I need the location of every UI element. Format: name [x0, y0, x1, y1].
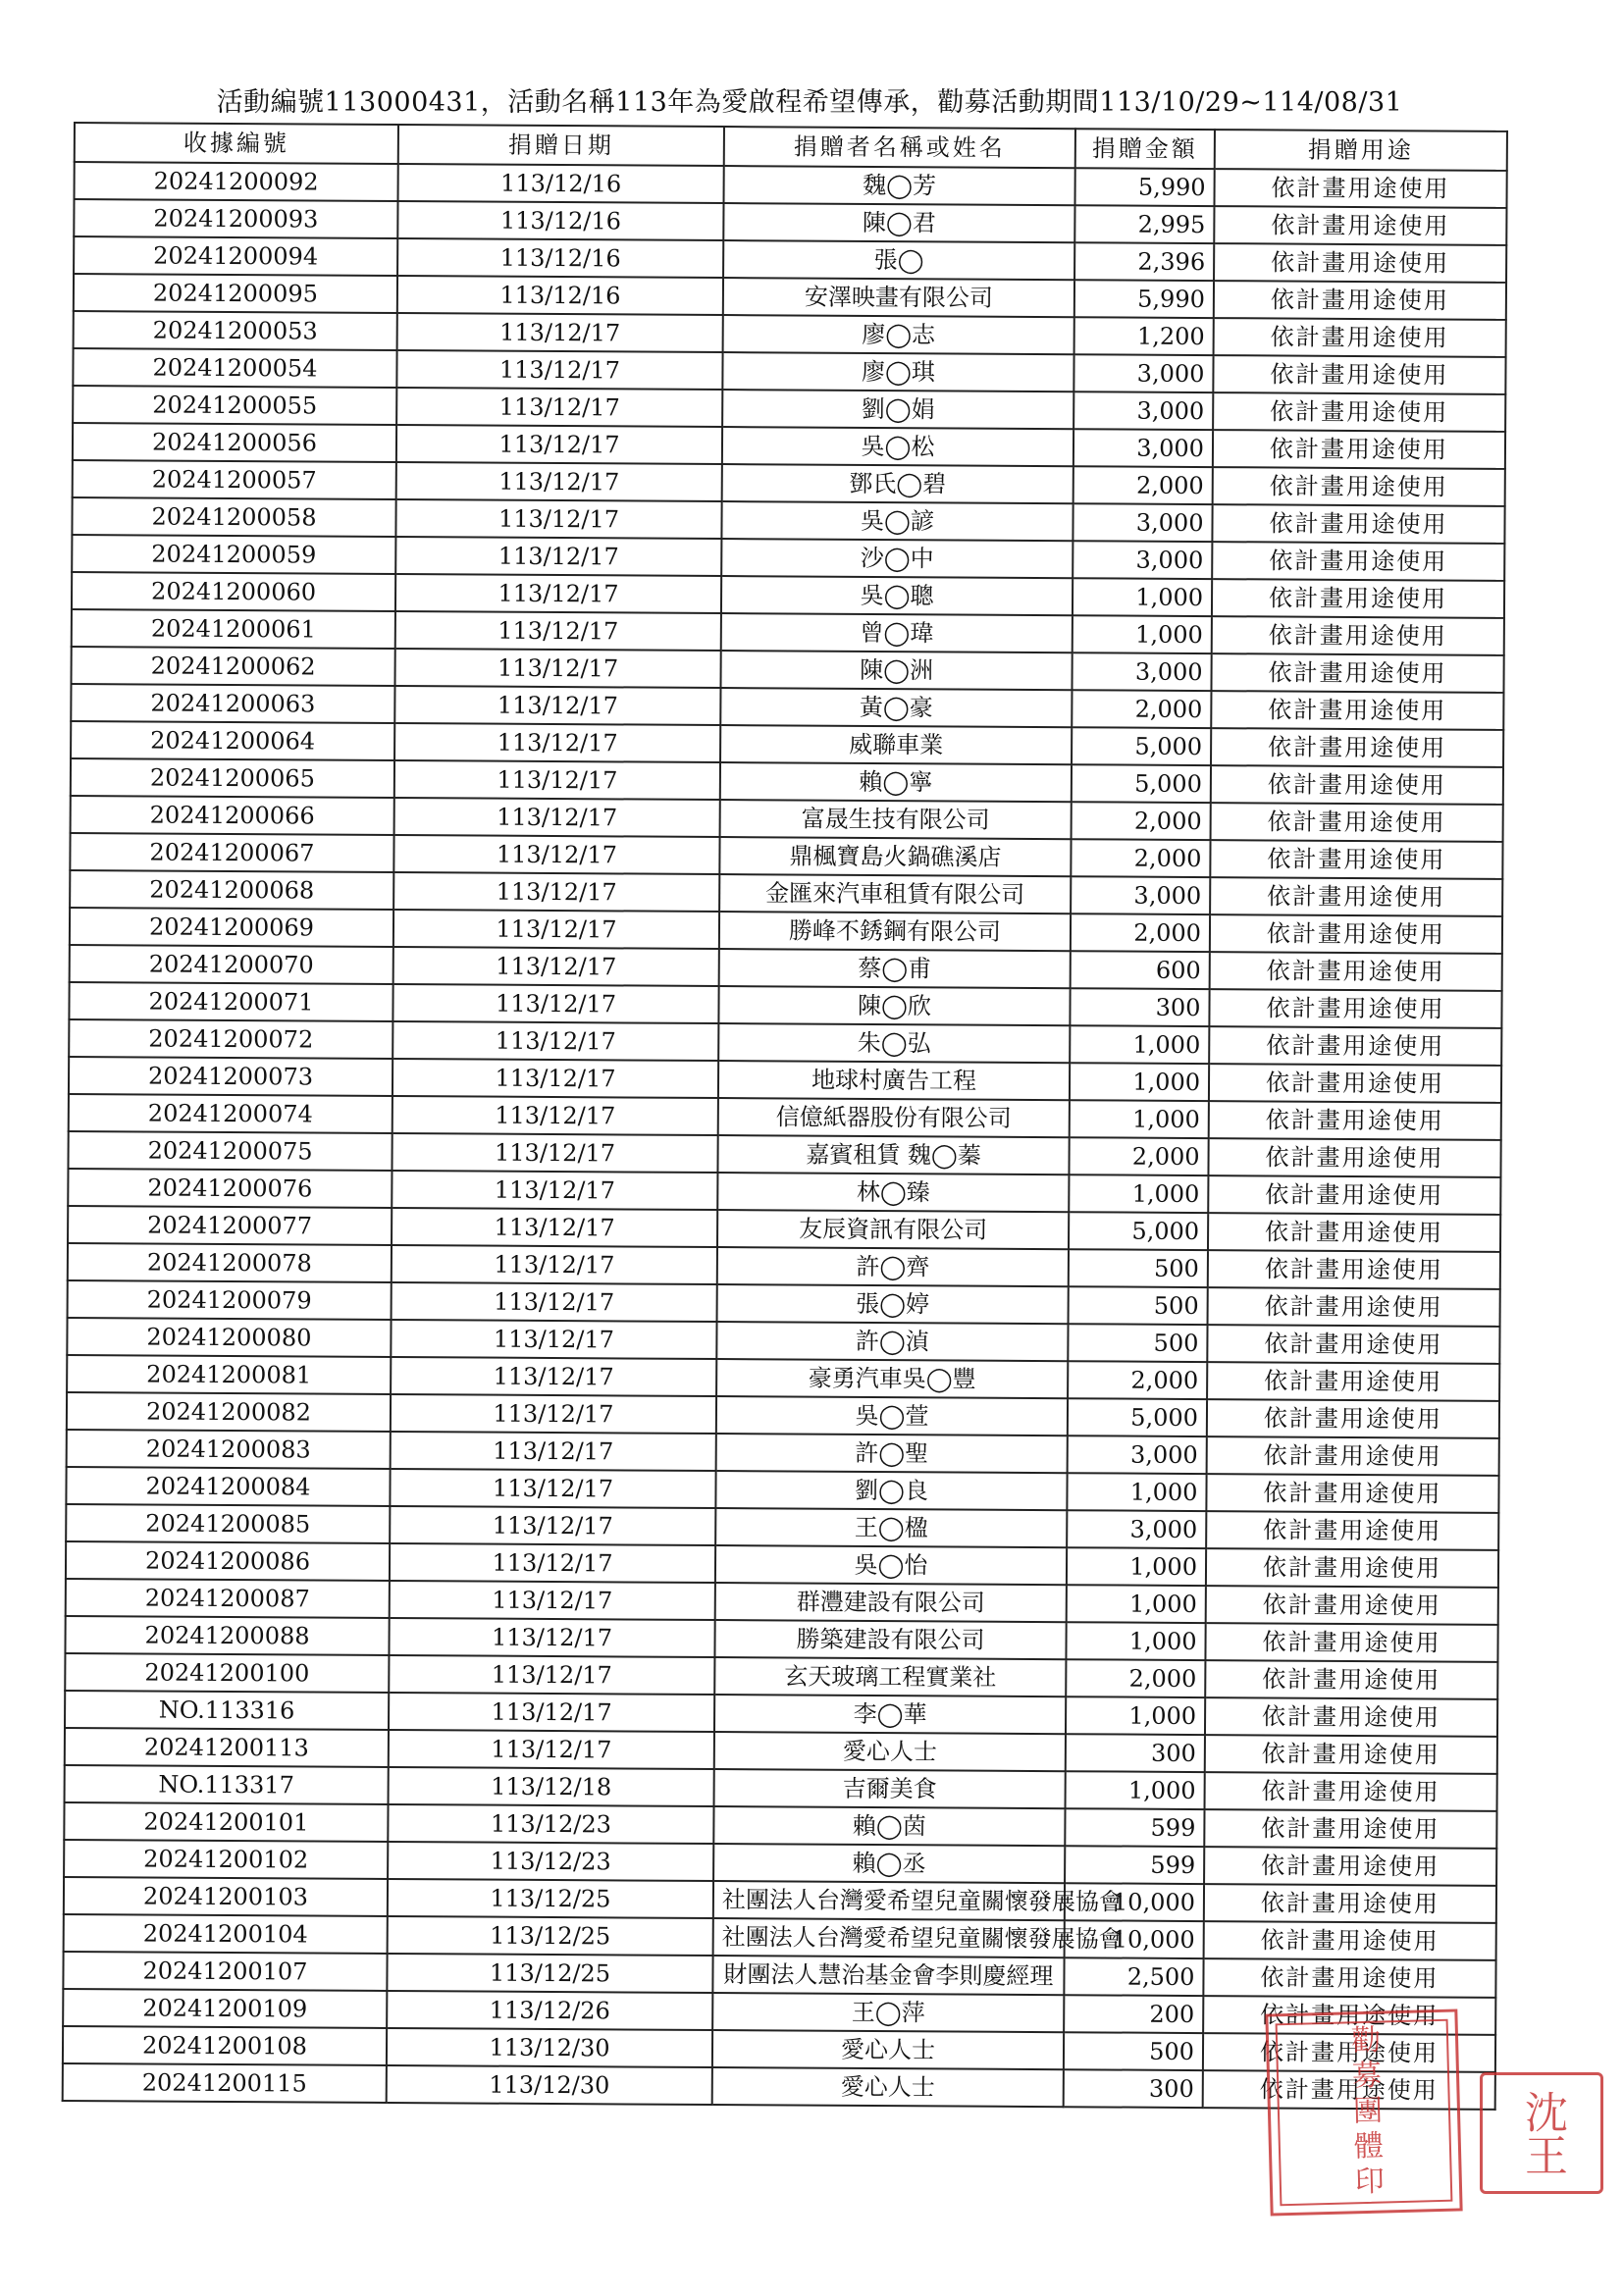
- donation-purpose-cell: 依計畫用途使用: [1212, 542, 1504, 581]
- donor-name-cell: 張◯: [723, 240, 1074, 280]
- page-caption: 活動編號113000431，活動名稱113年為愛啟程希望傳承，勸募活動期間113/10/29~114/08/31: [216, 87, 1403, 118]
- donation-purpose-cell: 依計畫用途使用: [1212, 579, 1504, 618]
- donation-amount-cell: 10,000: [1065, 1920, 1204, 1958]
- donation-date-cell: 113/12/17: [389, 1655, 714, 1695]
- donor-name-cell: 鼎楓寶島火鍋礁溪店: [719, 837, 1071, 876]
- donation-purpose-cell: 依計畫用途使用: [1213, 355, 1505, 394]
- donor-name-cell: 吳◯怡: [715, 1545, 1067, 1585]
- donation-amount-cell: 600: [1071, 951, 1210, 989]
- donation-date-cell: 113/12/17: [393, 872, 719, 912]
- donation-purpose-cell: 依計畫用途使用: [1213, 430, 1505, 469]
- donor-name-cell: 威聯車業: [720, 725, 1072, 764]
- donor-name-cell: 友辰資訊有限公司: [717, 1210, 1069, 1249]
- donor-name-cell: 林◯臻: [717, 1173, 1069, 1212]
- donation-purpose-cell: 依計畫用途使用: [1210, 914, 1502, 954]
- donation-date-cell: 113/12/17: [389, 1730, 714, 1769]
- donation-purpose-cell: 依計畫用途使用: [1204, 1921, 1496, 1960]
- table-body: [63, 162, 1507, 2110]
- receipt-number-cell: 20241200072: [69, 1019, 393, 1059]
- donation-date-cell: 113/12/17: [393, 835, 719, 874]
- donor-name-cell: 賴◯寧: [720, 762, 1072, 802]
- donation-date-cell: 113/12/17: [392, 1245, 717, 1284]
- receipt-number-cell: 20241200067: [70, 833, 393, 872]
- donation-purpose-cell: 依計畫用途使用: [1211, 765, 1503, 805]
- donation-purpose-cell: 依計畫用途使用: [1209, 1064, 1501, 1103]
- donation-date-cell: 113/12/17: [393, 910, 719, 949]
- donation-purpose-cell: 依計畫用途使用: [1211, 803, 1503, 842]
- donor-name-cell: 曾◯瑋: [721, 613, 1073, 652]
- donation-purpose-cell: 依計畫用途使用: [1204, 1884, 1496, 1923]
- donation-date-cell: 113/12/23: [388, 1842, 713, 1881]
- receipt-number-cell: 20241200077: [68, 1206, 392, 1245]
- donor-name-cell: 金匯來汽車租賃有限公司: [719, 874, 1071, 913]
- donor-name-cell: 財團法人慧治基金會李則慶經理: [712, 1956, 1064, 1995]
- donor-name-cell: 王◯楹: [715, 1508, 1067, 1547]
- donation-date-cell: 113/12/17: [394, 649, 720, 688]
- receipt-number-cell: 20241200064: [71, 721, 394, 760]
- donation-date-cell: 113/12/30: [387, 2065, 712, 2105]
- donation-date-cell: 113/12/17: [396, 388, 722, 427]
- donation-purpose-cell: 依計畫用途使用: [1210, 840, 1502, 879]
- receipt-number-cell: 20241200079: [68, 1280, 392, 1320]
- donation-purpose-cell: 依計畫用途使用: [1211, 653, 1503, 693]
- donor-name-cell: 群灃建設有限公司: [715, 1583, 1067, 1622]
- donation-purpose-cell: 依計畫用途使用: [1214, 243, 1506, 283]
- donation-purpose-cell: 依計畫用途使用: [1211, 691, 1503, 730]
- donation-amount-cell: 1,200: [1074, 317, 1214, 355]
- receipt-number-cell: 20241200070: [70, 945, 393, 984]
- donation-purpose-cell: 依計畫用途使用: [1209, 1101, 1501, 1140]
- donation-date-cell: 113/12/17: [392, 1208, 717, 1247]
- organization-seal: [1265, 2009, 1462, 2216]
- donor-name-cell: 吳◯松: [722, 427, 1073, 466]
- donation-amount-cell: 500: [1069, 1286, 1208, 1325]
- donation-table: [62, 122, 1508, 2111]
- donation-purpose-cell: 依計畫用途使用: [1204, 1809, 1496, 1849]
- donation-date-cell: 113/12/18: [389, 1767, 714, 1806]
- donation-purpose-cell: 依計畫用途使用: [1208, 1250, 1500, 1289]
- donation-date-cell: 113/12/23: [388, 1804, 713, 1844]
- donation-amount-cell: 1,000: [1066, 1771, 1205, 1809]
- receipt-number-cell: 20241200075: [68, 1131, 392, 1171]
- donation-purpose-cell: 依計畫用途使用: [1209, 1026, 1501, 1066]
- receipt-number-cell: 20241200073: [69, 1057, 393, 1096]
- receipt-number-cell: 20241200109: [63, 1989, 387, 2028]
- receipt-number-cell: NO.113317: [65, 1765, 389, 1804]
- receipt-number-cell: 20241200104: [64, 1914, 388, 1954]
- donor-name-cell: 愛心人士: [712, 2067, 1064, 2107]
- receipt-number-cell: 20241200103: [64, 1877, 388, 1916]
- donation-amount-cell: 1,000: [1073, 615, 1212, 653]
- receipt-number-cell: 20241200115: [63, 2063, 387, 2103]
- donation-purpose-cell: 依計畫用途使用: [1205, 1623, 1497, 1662]
- donation-date-cell: 113/12/17: [390, 1506, 715, 1545]
- column-header-donor-name: 捐贈者名稱或姓名: [724, 127, 1075, 168]
- organization-seal-text: 勸募團體印: [1344, 2023, 1385, 2202]
- receipt-number-cell: 20241200060: [72, 572, 395, 611]
- receipt-number-cell: 20241200065: [71, 758, 394, 798]
- donor-name-cell: 豪勇汽車吳◯豐: [716, 1359, 1068, 1398]
- donation-date-cell: 113/12/17: [392, 1133, 717, 1173]
- donation-purpose-cell: 依計畫用途使用: [1203, 2070, 1495, 2110]
- donor-name-cell: 魏◯芳: [724, 166, 1075, 205]
- donation-date-cell: 113/12/16: [397, 276, 723, 315]
- receipt-number-cell: 20241200083: [67, 1430, 391, 1469]
- donor-name-cell: 信億紙器股份有限公司: [718, 1098, 1070, 1137]
- donation-date-cell: 113/12/17: [391, 1394, 716, 1434]
- donor-name-cell: 黃◯豪: [720, 688, 1072, 727]
- donor-name-cell: 安澤映畫有限公司: [723, 278, 1074, 317]
- donation-amount-cell: 3,000: [1073, 503, 1212, 542]
- donation-purpose-cell: 依計畫用途使用: [1205, 1772, 1497, 1811]
- donation-amount-cell: 3,000: [1073, 391, 1213, 430]
- donor-name-cell: 玄天玻璃工程實業社: [714, 1657, 1066, 1696]
- receipt-number-cell: 20241200094: [74, 236, 397, 276]
- donation-date-cell: 113/12/17: [396, 425, 722, 464]
- receipt-number-cell: 20241200085: [66, 1504, 390, 1543]
- donation-date-cell: 113/12/25: [388, 1879, 713, 1918]
- donation-date-cell: 113/12/17: [390, 1469, 715, 1508]
- donation-amount-cell: 3,000: [1068, 1435, 1207, 1474]
- donation-amount-cell: 5,000: [1072, 727, 1211, 765]
- donation-date-cell: 113/12/17: [394, 760, 720, 800]
- donor-name-cell: 陳◯君: [723, 203, 1074, 242]
- donation-date-cell: 113/12/17: [393, 984, 718, 1023]
- donor-name-cell: 許◯湞: [716, 1322, 1068, 1361]
- donation-purpose-cell: 依計畫用途使用: [1211, 728, 1503, 767]
- donation-date-cell: 113/12/17: [389, 1693, 714, 1732]
- donation-date-cell: 113/12/17: [393, 1096, 718, 1135]
- donor-name-cell: 廖◯志: [723, 315, 1074, 354]
- donor-name-cell: 蔡◯甫: [719, 949, 1071, 988]
- donor-name-cell: 吳◯諺: [721, 501, 1073, 541]
- donation-date-cell: 113/12/30: [387, 2028, 712, 2067]
- donor-name-cell: 劉◯娟: [722, 390, 1073, 429]
- donor-name-cell: 賴◯丞: [713, 1844, 1065, 1883]
- donation-date-cell: 113/12/16: [397, 238, 723, 278]
- donation-purpose-cell: 依計畫用途使用: [1205, 1660, 1497, 1699]
- receipt-number-cell: 20241200074: [69, 1094, 393, 1133]
- donation-date-cell: 113/12/25: [387, 1954, 712, 1993]
- donation-amount-cell: 2,000: [1068, 1361, 1207, 1399]
- donation-date-cell: 113/12/17: [391, 1320, 716, 1359]
- donation-amount-cell: 2,995: [1074, 205, 1214, 243]
- donor-name-cell: 吳◯聰: [721, 576, 1073, 615]
- donation-date-cell: 113/12/17: [397, 313, 723, 352]
- donation-amount-cell: 2,000: [1072, 802, 1211, 840]
- donation-amount-cell: 1,000: [1070, 1025, 1209, 1064]
- donation-purpose-cell: 依計畫用途使用: [1214, 206, 1506, 245]
- donation-date-cell: 113/12/17: [395, 574, 721, 613]
- donor-name-cell: 廖◯琪: [722, 352, 1073, 391]
- receipt-number-cell: 20241200069: [70, 908, 393, 947]
- donor-name-cell: 社團法人台灣愛希望兒童關懷發展協會: [713, 1918, 1065, 1957]
- donation-date-cell: 113/12/17: [396, 462, 722, 501]
- donor-name-cell: 吳◯萱: [716, 1396, 1068, 1435]
- donation-amount-cell: 1,000: [1066, 1622, 1205, 1660]
- donation-amount-cell: 3,000: [1071, 876, 1210, 914]
- receipt-number-cell: 20241200086: [66, 1541, 390, 1581]
- donor-name-cell: 勝峰不銹鋼有限公司: [719, 912, 1071, 951]
- donation-amount-cell: 3,000: [1073, 429, 1213, 467]
- donation-date-cell: 113/12/17: [393, 1059, 718, 1098]
- donation-purpose-cell: 依計畫用途使用: [1207, 1399, 1499, 1438]
- donation-date-cell: 113/12/17: [392, 1171, 717, 1210]
- donor-name-cell: 地球村廣告工程: [718, 1061, 1070, 1100]
- donation-amount-cell: 500: [1068, 1324, 1207, 1362]
- receipt-number-cell: 20241200084: [66, 1467, 390, 1506]
- donation-date-cell: 113/12/17: [390, 1543, 715, 1583]
- donor-name-cell: 張◯婷: [717, 1284, 1069, 1324]
- receipt-number-cell: 20241200092: [75, 162, 398, 201]
- donor-name-cell: 愛心人士: [714, 1732, 1066, 1771]
- column-header-donation-amount: 捐贈金額: [1075, 129, 1215, 169]
- donor-name-cell: 陳◯欣: [718, 986, 1070, 1025]
- receipt-number-cell: 20241200071: [69, 982, 393, 1021]
- donation-purpose-cell: 依計畫用途使用: [1213, 392, 1505, 432]
- receipt-number-cell: 20241200107: [63, 1952, 387, 1991]
- column-header-receipt-number: 收據編號: [75, 123, 398, 164]
- receipt-number-cell: 20241200087: [66, 1579, 390, 1618]
- donation-date-cell: 113/12/17: [393, 947, 719, 986]
- donation-date-cell: 113/12/17: [393, 1021, 718, 1061]
- receipt-number-cell: 20241200058: [72, 497, 395, 537]
- donation-amount-cell: 1,000: [1066, 1696, 1205, 1735]
- donation-purpose-cell: 依計畫用途使用: [1203, 2033, 1495, 2072]
- donation-amount-cell: 3,000: [1073, 354, 1213, 392]
- donation-purpose-cell: 依計畫用途使用: [1214, 318, 1506, 357]
- donation-purpose-cell: 依計畫用途使用: [1205, 1735, 1497, 1774]
- donation-amount-cell: 3,000: [1067, 1510, 1206, 1548]
- donation-amount-cell: 3,000: [1073, 541, 1212, 579]
- donation-amount-cell: 5,000: [1068, 1398, 1207, 1436]
- donation-purpose-cell: 依計畫用途使用: [1208, 1175, 1500, 1215]
- donation-purpose-cell: 依計畫用途使用: [1207, 1436, 1499, 1476]
- receipt-number-cell: 20241200081: [67, 1355, 391, 1394]
- donation-date-cell: 113/12/17: [394, 686, 720, 725]
- receipt-number-cell: 20241200082: [67, 1392, 391, 1432]
- donation-date-cell: 113/12/17: [392, 1282, 717, 1322]
- donation-date-cell: 113/12/16: [397, 201, 723, 240]
- donor-name-cell: 社團法人台灣愛希望兒童關懷發展協會: [713, 1881, 1065, 1920]
- donation-amount-cell: 1,000: [1070, 1100, 1209, 1138]
- donation-date-cell: 113/12/17: [395, 499, 721, 539]
- receipt-number-cell: 20241200100: [65, 1653, 389, 1693]
- donation-purpose-cell: 依計畫用途使用: [1209, 989, 1501, 1028]
- donation-amount-cell: 5,990: [1074, 168, 1214, 206]
- donation-amount-cell: 500: [1064, 2032, 1203, 2070]
- donor-name-cell: 許◯聖: [716, 1434, 1068, 1473]
- donor-name-cell: 劉◯良: [715, 1471, 1067, 1510]
- receipt-number-cell: 20241200066: [71, 796, 394, 835]
- donor-name-cell: 勝築建設有限公司: [714, 1620, 1066, 1659]
- donor-name-cell: 許◯齊: [717, 1247, 1069, 1286]
- donation-purpose-cell: 依計畫用途使用: [1206, 1511, 1498, 1550]
- donation-purpose-cell: 依計畫用途使用: [1210, 952, 1502, 991]
- donation-date-cell: 113/12/17: [390, 1581, 715, 1620]
- donation-amount-cell: 300: [1070, 988, 1209, 1026]
- donation-purpose-cell: 依計畫用途使用: [1214, 169, 1506, 208]
- donation-purpose-cell: 依計畫用途使用: [1206, 1474, 1498, 1513]
- donor-name-cell: 朱◯弘: [718, 1023, 1070, 1063]
- donation-amount-cell: 1,000: [1070, 1063, 1209, 1101]
- donation-purpose-cell: 依計畫用途使用: [1203, 1996, 1495, 2035]
- receipt-number-cell: 20241200056: [73, 423, 396, 462]
- donation-purpose-cell: 依計畫用途使用: [1212, 616, 1504, 655]
- receipt-number-cell: 20241200063: [71, 684, 394, 723]
- donation-amount-cell: 2,000: [1072, 690, 1211, 728]
- column-header-donation-date: 捐贈日期: [398, 125, 724, 166]
- receipt-number-cell: 20241200095: [74, 274, 397, 313]
- receipt-number-cell: 20241200062: [71, 647, 394, 686]
- receipt-number-cell: 20241200053: [74, 311, 397, 350]
- donation-purpose-cell: 依計畫用途使用: [1208, 1138, 1500, 1177]
- personal-seal: [1480, 2072, 1603, 2194]
- donation-purpose-cell: 依計畫用途使用: [1207, 1362, 1499, 1401]
- donation-amount-cell: 1,000: [1073, 578, 1212, 616]
- donor-name-cell: 陳◯洲: [720, 651, 1072, 690]
- receipt-number-cell: 20241200061: [72, 609, 395, 649]
- donation-amount-cell: 1,000: [1067, 1473, 1206, 1511]
- donation-amount-cell: 2,000: [1073, 466, 1213, 504]
- donation-date-cell: 113/12/17: [394, 723, 720, 762]
- donation-amount-cell: 5,000: [1072, 764, 1211, 803]
- donation-purpose-cell: 依計畫用途使用: [1206, 1548, 1498, 1588]
- donation-purpose-cell: 依計畫用途使用: [1204, 1847, 1496, 1886]
- donation-date-cell: 113/12/17: [391, 1357, 716, 1396]
- donation-purpose-cell: 依計畫用途使用: [1207, 1325, 1499, 1364]
- receipt-number-cell: 20241200059: [72, 535, 395, 574]
- donation-date-cell: 113/12/17: [395, 537, 721, 576]
- receipt-number-cell: NO.113316: [65, 1691, 389, 1730]
- receipt-number-cell: 20241200093: [74, 199, 397, 238]
- donation-purpose-cell: 依計畫用途使用: [1214, 281, 1506, 320]
- donor-name-cell: 鄧氏◯碧: [722, 464, 1073, 503]
- receipt-number-cell: 20241200057: [73, 460, 396, 499]
- donation-amount-cell: 5,000: [1069, 1212, 1208, 1250]
- donation-purpose-cell: 依計畫用途使用: [1210, 877, 1502, 916]
- donation-purpose-cell: 依計畫用途使用: [1208, 1287, 1500, 1327]
- donation-date-cell: 113/12/17: [389, 1618, 714, 1657]
- donation-amount-cell: 1,000: [1069, 1174, 1208, 1213]
- donor-name-cell: 嘉賓租賃 魏◯蓁: [717, 1135, 1069, 1174]
- donation-amount-cell: 5,990: [1074, 280, 1214, 318]
- donation-purpose-cell: 依計畫用途使用: [1212, 504, 1504, 544]
- receipt-number-cell: 20241200102: [64, 1840, 388, 1879]
- donor-name-cell: 賴◯茵: [713, 1806, 1065, 1846]
- donation-date-cell: 113/12/25: [388, 1916, 713, 1956]
- donation-amount-cell: 2,000: [1071, 913, 1210, 952]
- donation-purpose-cell: 依計畫用途使用: [1205, 1697, 1497, 1737]
- receipt-number-cell: 20241200078: [68, 1243, 392, 1282]
- donation-purpose-cell: 依計畫用途使用: [1206, 1586, 1498, 1625]
- donation-amount-cell: 2,396: [1074, 242, 1214, 281]
- donation-date-cell: 113/12/16: [398, 164, 724, 203]
- column-header-donation-purpose: 捐贈用途: [1215, 130, 1507, 171]
- donation-amount-cell: 300: [1066, 1734, 1205, 1772]
- donation-date-cell: 113/12/17: [396, 350, 722, 390]
- donation-amount-cell: 1,000: [1067, 1585, 1206, 1623]
- donation-purpose-cell: 依計畫用途使用: [1208, 1213, 1500, 1252]
- donor-name-cell: 愛心人士: [712, 2030, 1064, 2069]
- donor-name-cell: 沙◯中: [721, 539, 1073, 578]
- donation-date-cell: 113/12/26: [387, 1991, 712, 2030]
- donation-amount-cell: 2,000: [1069, 1137, 1208, 1175]
- receipt-number-cell: 20241200113: [65, 1728, 389, 1767]
- donation-date-cell: 113/12/17: [395, 611, 721, 651]
- donation-amount-cell: 599: [1065, 1846, 1204, 1884]
- donor-name-cell: 富晟生技有限公司: [720, 800, 1072, 839]
- donation-amount-cell: 2,000: [1066, 1659, 1205, 1697]
- donation-amount-cell: 500: [1069, 1249, 1208, 1287]
- receipt-number-cell: 20241200068: [70, 870, 393, 910]
- personal-seal-text: 沈王: [1517, 2090, 1567, 2176]
- donation-purpose-cell: 依計畫用途使用: [1213, 467, 1505, 506]
- receipt-number-cell: 20241200101: [64, 1802, 388, 1842]
- receipt-number-cell: 20241200076: [68, 1169, 392, 1208]
- donation-amount-cell: 1,000: [1067, 1547, 1206, 1586]
- donor-name-cell: 吉爾美食: [714, 1769, 1066, 1808]
- donation-date-cell: 113/12/17: [391, 1432, 716, 1471]
- receipt-number-cell: 20241200054: [73, 348, 396, 388]
- receipt-number-cell: 20241200055: [73, 386, 396, 425]
- receipt-number-cell: 20241200108: [63, 2026, 387, 2065]
- donor-name-cell: 王◯萍: [712, 1993, 1064, 2032]
- donation-amount-cell: 599: [1065, 1808, 1204, 1847]
- donation-amount-cell: 300: [1064, 2069, 1203, 2108]
- donation-amount-cell: 2,500: [1064, 1957, 1203, 1996]
- donation-amount-cell: 10,000: [1065, 1883, 1204, 1921]
- donation-amount-cell: 2,000: [1071, 839, 1210, 877]
- donation-date-cell: 113/12/17: [394, 798, 720, 837]
- receipt-number-cell: 20241200088: [65, 1616, 389, 1655]
- receipt-number-cell: 20241200080: [67, 1318, 391, 1357]
- donation-purpose-cell: 依計畫用途使用: [1203, 1958, 1495, 1998]
- donation-amount-cell: 200: [1064, 1995, 1203, 2033]
- donor-name-cell: 李◯華: [714, 1695, 1066, 1734]
- donation-amount-cell: 3,000: [1072, 652, 1211, 691]
- organization-seal-inner-border: [1276, 2019, 1453, 2207]
